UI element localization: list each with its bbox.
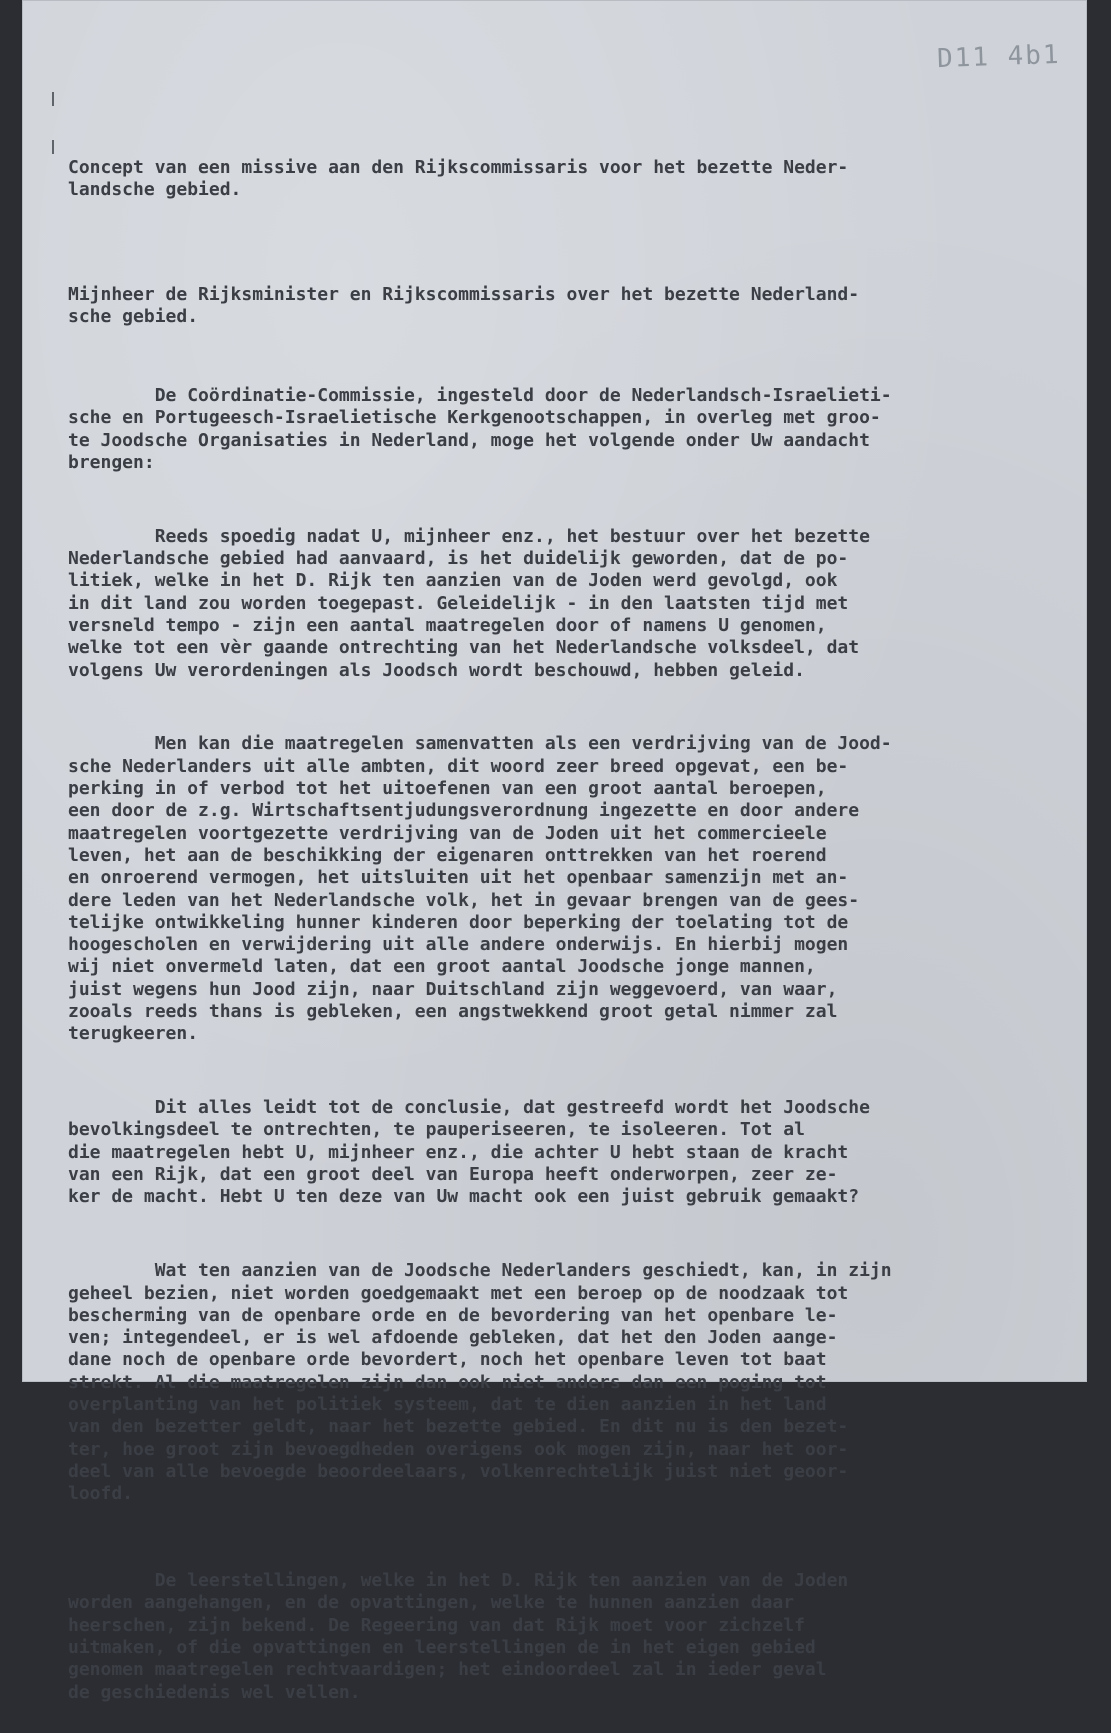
margin-mark	[52, 140, 54, 154]
paragraph: Reeds spoedig nadat U, mijnheer enz., het bestuur over het bezette Nederlandsche gebied had aanvaard, is het duidelijk geworden, dat de po- litiek, welke in het D. Rijk ten aanzien van de Joden werd gevolgd, ook in dit land zou worden toegepast. Geleidelijk - in den laatsten tijd met versneld tempo - zijn een aantal maatregelen door of namens U genomen, welke tot een vèr gaande ontrechting van het Nederlandsche volksdeel, dat volgens Uw verordeningen als Joodsch wordt beschouwd, hebben geleid.	[68, 525, 870, 681]
letter-body	[68, 112, 1016, 1733]
reference-note: D11 4b1	[936, 39, 1062, 75]
salutation: Mijnheer de Rijksminister en Rijkscommissaris over het bezette Nederland- sche gebied.	[68, 283, 860, 328]
paragraph: Wat ten aanzien van de Joodsche Nederlanders geschiedt, kan, in zijn geheel bezien, niet worden goedgemaakt met een beroep op de noodzaak tot bescherming van de openbare orde en de bevordering van het openbare le- ven; integendeel, er is wel afdoende gebleken, dat het den Joden aange- dane noch de openbare orde bevordert, noch het openbare leven tot baat strekt. Al die maatregelen zijn dan ook niet anders dan een poging tot overplanting van het politiek systeem, dat te dien aanzien in het land van den bezetter geldt, naar het bezette gebied. En dit nu is den bezet- ter, hoe groot zijn bevoegdheden overigens ook mogen zijn, naar het oor- deel van alle bevoegde beoordeelaars, volkenrechtelijk juist niet geoor- loofd.	[68, 1260, 892, 1505]
concept-heading: Concept van een missive aan den Rijkscommissaris voor het bezette Neder- landsche gebied.	[68, 156, 849, 200]
margin-mark	[52, 92, 54, 106]
paragraph: Dit alles leidt tot de conclusie, dat gestreefd wordt het Joodsche bevolkingsdeel te ontrechten, te pauperiseeren, te isoleeren. Tot al die maatregelen hebt U, mijnheer enz., die achter U hebt staan de kracht van een Rijk, dat een groot deel van Europa heeft onderworpen, zeer ze- ker de macht. Hebt U ten deze van Uw macht ook een juist gebruik gemaakt?	[68, 1097, 870, 1208]
paragraph: Men kan die maatregelen samenvatten als een verdrijving van de Jood- sche Nederlanders uit alle ambten, dit woord zeer breed opgevat, een be- perking in of verbod tot het uitoefenen van een groot aantal beroepen, een door de z.g. Wirtschaftsentjudungsverordnung ingezette en door andere maatregelen voortgezette verdrijving van de Joden uit het commercieele leven, het aan de beschikking der eigenaren onttrekken van het roerend en onroerend vermogen, het uitsluiten uit het openbaar samenzijn met an- dere leden van het Nederlandsche volk, het in gevaar brengen van de gees- telijke ontwikkeling hunner kinderen door beperking der toelating tot de hoogescholen en verwijdering uit alle andere onderwijs. En hierbij mogen wij niet onvermeld laten, dat een groot aantal Joodsche jonge mannen, juist wegens hun Jood zijn, naar Duitschland zijn weggevoerd, van waar, zooals reeds thans is gebleken, een angstwekkend groot getal nimmer zal terugkeeren.	[68, 733, 892, 1045]
paragraph: De leerstellingen, welke in het D. Rijk ten aanzien van de Joden worden aangehangen, en de opvattingen, welke te hunnen aanzien daar heerschen, zijn bekend. De Regeering van dat Rijk moet voor zichzelf uitmaken, of die opvattingen en leerstellingen de in het eigen gebied genomen maatregelen rechtvaardigen; het eindoordeel zal in ieder geval de geschiedenis wel vellen.	[68, 1570, 849, 1703]
paragraph: De Coördinatie-Commissie, ingesteld door de Nederlandsch-Israelieti- sche en Portugeesch-Israelietische Kerkgenootschappen, in overleg met groo- te Joodsche Organisaties in Nederland, moge het volgende onder Uw aandacht brengen:	[68, 384, 892, 473]
